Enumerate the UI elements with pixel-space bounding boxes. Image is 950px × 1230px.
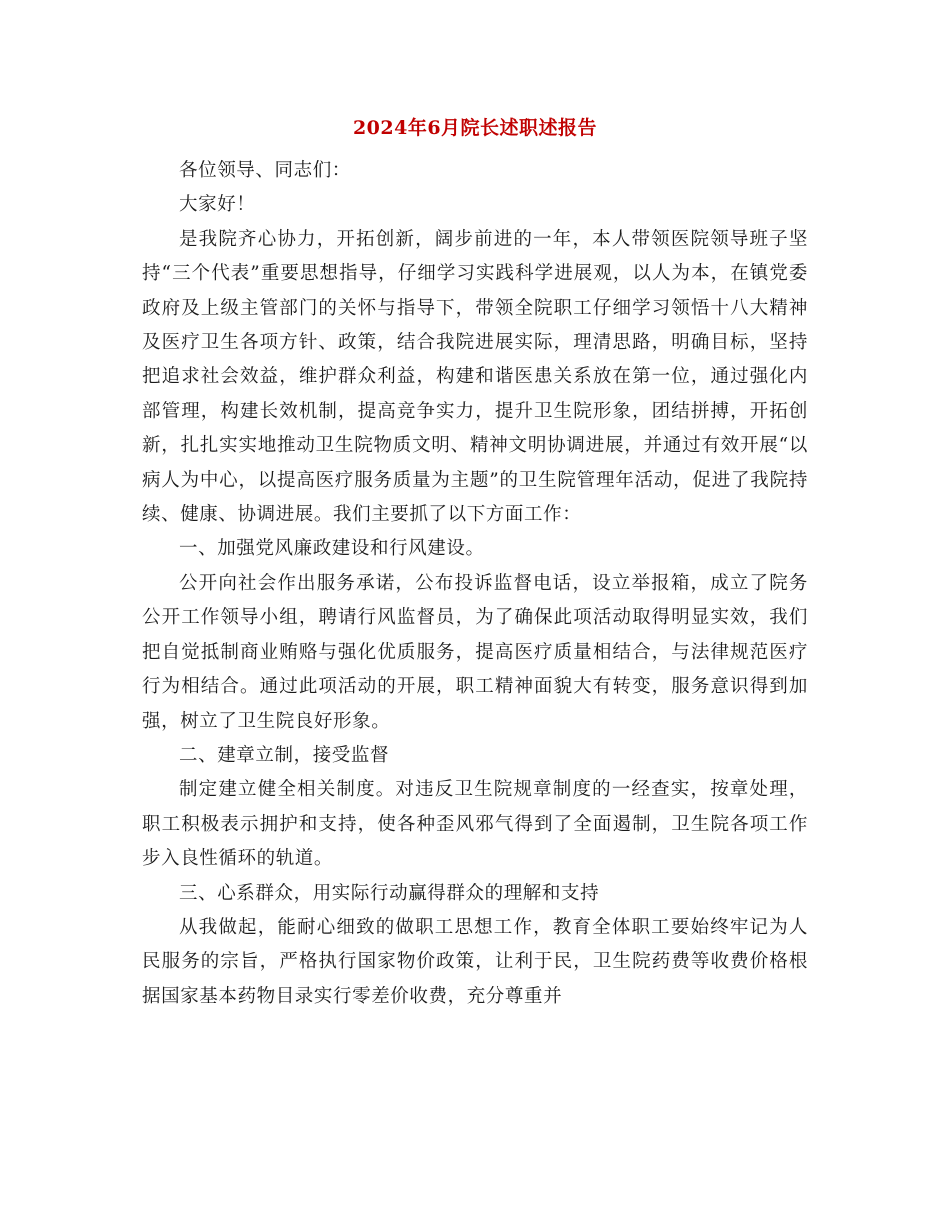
section-body-1: 公开向社会作出服务承诺，公布投诉监督电话，设立举报箱，成立了院务公开工作领导小组，聘请行风监督员，为了确保此项活动取得明显实效，我们把自觉抵制商业贿赂与强化优质服务，提高医疗质量相结合，与法律规范医疗行为相结合。通过此项活动的开展，职工精神面貌大有转变，服务意识得到加强，树立了卫生院良好形象。: [142, 572, 808, 732]
section-heading-3: 三、心系群众，用实际行动赢得群众的理解和支持: [179, 882, 600, 904]
section-body-3: 从我做起，能耐心细致的做职工思想工作，教育全体职工要始终牢记为人民服务的宗旨，严格执行国家物价政策，让利于民，卫生院药费等收费价格根据国家基本药物目录实行零差价收费，充分尊重并: [142, 916, 808, 1007]
section-heading-2: 二、建章立制，接受监督: [179, 744, 390, 766]
section-body-2: 制定建立健全相关制度。对违反卫生院规章制度的一经查实，按章处理，职工积极表示拥护和支持，使各种歪风邪气得到了全面遏制，卫生院各项工作步入良性循环的轨道。: [142, 779, 808, 870]
greeting: 大家好！: [179, 194, 256, 216]
salutation: 各位领导、同志们：: [179, 160, 351, 181]
intro-paragraph: 是我院齐心协力，开拓创新，阔步前进的一年，本人带领医院领导班子坚持“三个代表”重要思想指导，仔细学习实践科学进展观，以人为本，在镇党委政府及上级主管部门的关怀与指导下，带领全院职工仔细学习领悟十八大精神及医疗卫生各项方针、政策，结合我院进展实际，理清思路，明确目标，坚持把追求社会效益，维护群众利益，构建和谐医患关系放在第一位，通过强化内部管理，构建长效机制，提高竞争实力，提升卫生院形象，团结拼搏，开拓创新，扎扎实实地推动卫生院物质文明、精神文明协调进展，并通过有效开展“以病人为中心，以提高医疗服务质量为主题”的卫生院管理年活动，促进了我院持续、健康、协调进展。我们主要抓了以下方面工作：: [142, 228, 808, 526]
document-title: 2024年6月院长述职述报告: [352, 117, 598, 139]
section-heading-1: 一、加强党风廉政建设和行风建设。: [179, 538, 485, 560]
document-page: [142, 108, 808, 1014]
